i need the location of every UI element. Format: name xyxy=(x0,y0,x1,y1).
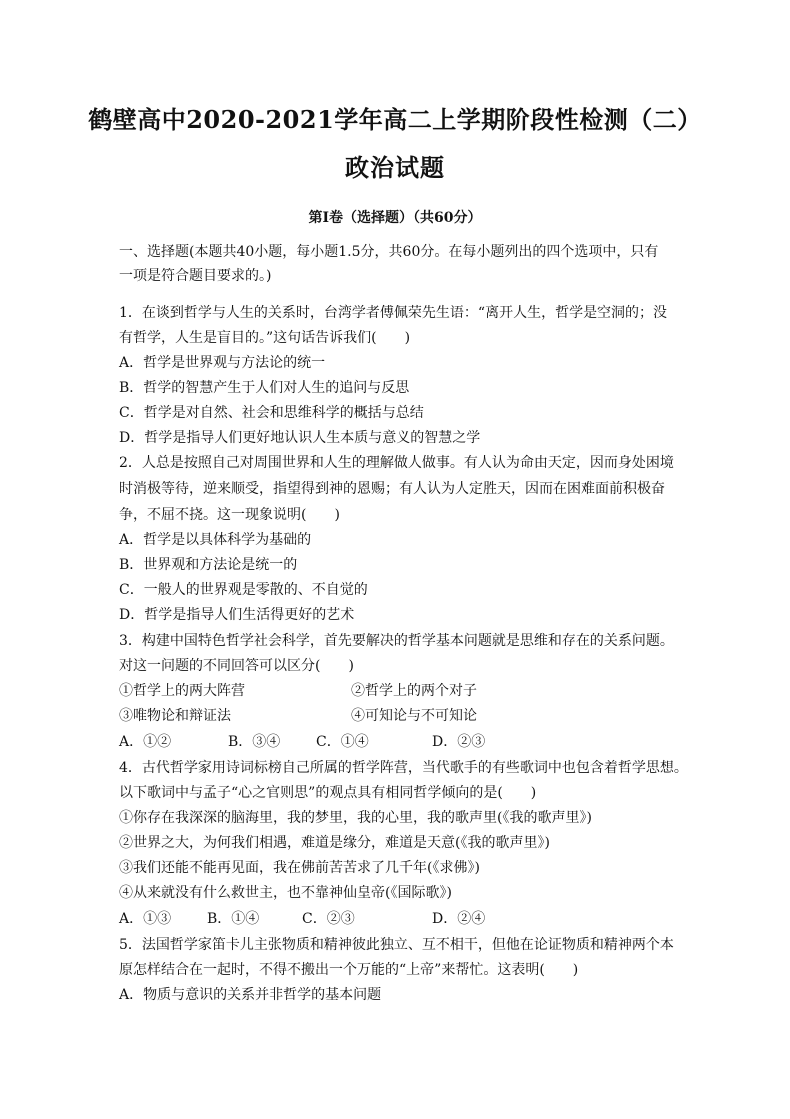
section-heading: 第Ⅰ卷（选择题）（共60分） xyxy=(308,210,482,226)
q5-option-a: A．物质与意识的关系并非哲学的基本问题 xyxy=(119,987,382,1003)
q1-option-d: D．哲学是指导人们更好地认识人生本质与意义的智慧之学 xyxy=(119,430,481,446)
q4-statement-1: ①你存在我深深的脑海里，我的梦里，我的心里，我的歌声里(《我的歌声里》) xyxy=(119,810,592,826)
q2-stem-line-3: 争，不屈不挠。这一现象说明( ) xyxy=(119,507,340,523)
q3-option-d: D．②③ xyxy=(432,734,486,750)
q4-option-b: B．①④ xyxy=(207,911,260,927)
q3-option-b: B．③④ xyxy=(228,734,281,750)
q2-stem-line-2: 时消极等待，逆来顺受，指望得到神的恩赐；有人认为人定胜天，因而在困难面前积极奋 xyxy=(119,481,665,497)
q3-stem-line-2: 对这一问题的不同回答可以区分( ) xyxy=(119,658,354,674)
q4-option-a: A．①③ xyxy=(119,911,172,927)
q2-option-b: B．世界观和方法论是统一的 xyxy=(119,557,298,573)
q1-option-a: A．哲学是世界观与方法论的统一 xyxy=(119,355,326,371)
q2-option-d: D．哲学是指导人们生活得更好的艺术 xyxy=(119,607,355,623)
q2-stem-line-1: 2．人总是按照自己对周围世界和人生的理解做人做事。有人认为命由天定，因而身处困境 xyxy=(119,455,674,471)
q4-option-c: C．②③ xyxy=(302,911,355,927)
q5-stem-line-2: 原怎样结合在一起时，不得不搬出一个万能的“上帝”来帮忙。这表明( ) xyxy=(119,962,579,978)
exam-title: 鹤壁高中2020-2021学年高二上学期阶段性检测（二） xyxy=(88,105,702,134)
q4-statement-3: ③我们还能不能再见面，我在佛前苦苦求了几千年(《求佛》) xyxy=(119,860,480,876)
q3-statement-4: ④可知论与不可知论 xyxy=(351,708,477,724)
q3-statement-2: ②哲学上的两个对子 xyxy=(351,683,477,699)
q3-statement-1: ①哲学上的两大阵营 xyxy=(119,683,245,699)
q3-option-a: A．①② xyxy=(119,734,172,750)
q5-stem-line-1: 5．法国哲学家笛卡儿主张物质和精神彼此独立、互不相干，但他在论证物质和精神两个本 xyxy=(119,937,674,953)
q4-stem-line-1: 4．古代哲学家用诗词标榜自己所属的哲学阵营，当代歌手的有些歌词中也包含着哲学思想。 xyxy=(119,760,688,776)
q4-statement-4: ④从来就没有什么救世主，也不靠神仙皇帝(《国际歌》) xyxy=(119,885,452,901)
q4-option-d: D．②④ xyxy=(432,911,486,927)
q2-option-c: C．一般人的世界观是零散的、不自觉的 xyxy=(119,582,368,598)
q1-option-b: B．哲学的智慧产生于人们对人生的追问与反思 xyxy=(119,380,410,396)
q4-statement-2: ②世界之大，为何我们相遇，难道是缘分，难道是天意(《我的歌声里》) xyxy=(119,835,550,851)
q3-statement-3: ③唯物论和辩证法 xyxy=(119,708,231,724)
instructions-line-2: 一项是符合题目要求的。) xyxy=(119,268,272,284)
q1-option-c: C．哲学是对自然、社会和思维科学的概括与总结 xyxy=(119,405,424,421)
q4-stem-line-2: 以下歌词中与孟子“心之官则思”的观点具有相同哲学倾向的是( ) xyxy=(119,785,537,801)
q2-option-a: A．哲学是以具体科学为基础的 xyxy=(119,532,312,548)
q3-option-c: C．①④ xyxy=(316,734,369,750)
q3-stem-line-1: 3．构建中国特色哲学社会科学，首先要解决的哲学基本问题就是思维和存在的关系问题。 xyxy=(119,633,674,649)
q1-stem-line-1: 1．在谈到哲学与人生的关系时，台湾学者傅佩荣先生语：“离开人生，哲学是空洞的；没 xyxy=(119,305,668,321)
instructions-line-1: 一、选择题(本题共40小题，每小题1.5分，共60分。在每小题列出的四个选项中，只有 xyxy=(119,244,659,260)
exam-subject: 政治试题 xyxy=(345,153,445,182)
q1-stem-line-2: 有哲学，人生是盲目的。”这句话告诉我们( ) xyxy=(119,330,411,346)
